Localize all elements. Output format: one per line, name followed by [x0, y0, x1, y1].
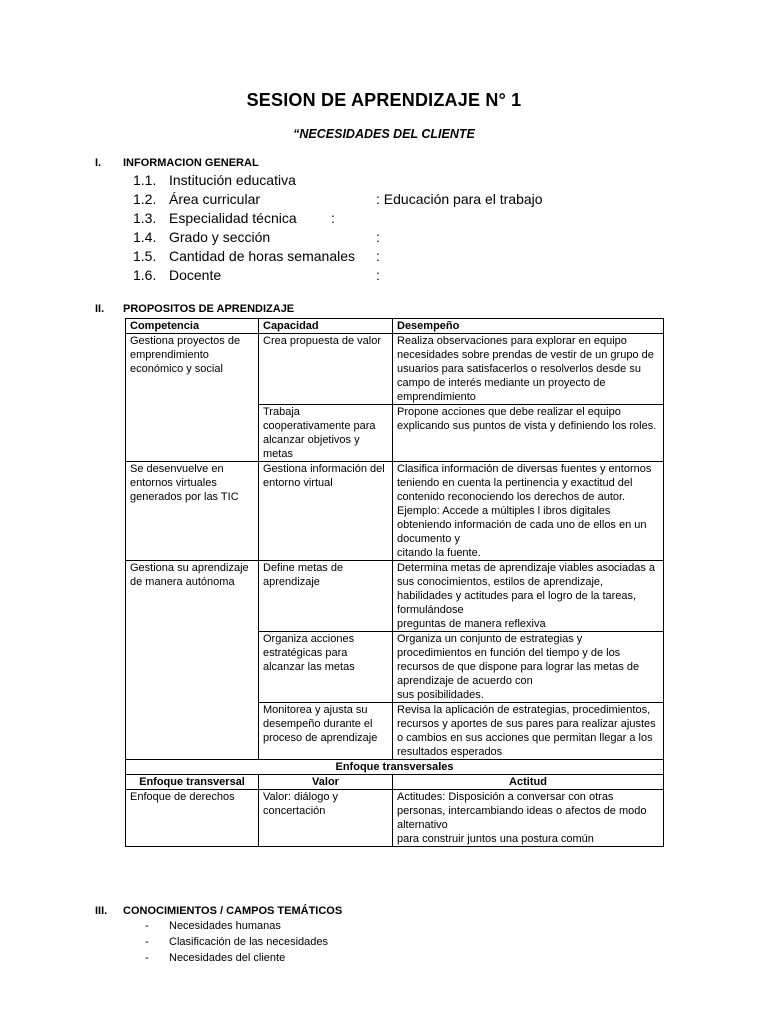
header-capacidad: Capacidad: [259, 319, 393, 334]
info-label: Especialidad técnica: [169, 210, 297, 226]
info-number: 1.6.: [133, 267, 157, 283]
info-label: Institución educativa: [169, 172, 296, 188]
section-1-title: INFORMACION GENERAL: [123, 157, 259, 169]
capacidad-cell: Monitorea y ajusta su desempeño durante el proceso de aprendizaje: [259, 703, 393, 760]
section-1-number: I.: [95, 157, 102, 169]
desempeno-cell: Revisa la aplicación de estrategias, procedimientos, recursos y aportes de sus pares para realizar ajustes o cambios en sus acciones que permitan llegar a los resultados esperados: [393, 703, 664, 760]
table-row: [126, 334, 664, 405]
info-value: :: [331, 210, 335, 226]
info-value: :: [376, 248, 380, 264]
enfoque-cell: Enfoque de derechos: [126, 790, 259, 847]
section-3-number: III.: [95, 905, 108, 917]
header-desempeno: Desempeño: [393, 319, 664, 334]
page-subtitle: “NECESIDADES DEL CLIENTE: [293, 127, 475, 141]
info-number: 1.2.: [133, 191, 157, 207]
capacidad-cell: Trabaja cooperativamente para alcanzar objetivos y metas: [259, 405, 393, 462]
capacidad-cell: Crea propuesta de valor: [259, 334, 393, 405]
section-3-title: CONOCIMIENTOS / CAMPOS TEMÁTICOS: [123, 905, 343, 917]
info-item-especialidad: [133, 210, 693, 229]
desempeno-cell: Organiza un conjunto de estrategias y procedimientos en función del tiempo y de los recursos de que dispone para lograr las metas de aprendizaje de acuerdo con sus posibilidades.: [393, 632, 664, 703]
header-valor: Valor: [259, 775, 393, 790]
list-dash: -: [145, 920, 149, 932]
competencia-cell: Gestiona proyectos de emprendimiento económico y social: [126, 334, 259, 462]
table-header-row: [126, 319, 664, 334]
info-number: 1.1.: [133, 172, 157, 188]
info-label: Cantidad de horas semanales: [169, 248, 356, 264]
general-info-list: [133, 172, 693, 286]
desempeno-cell: Propone acciones que debe realizar el equipo explicando sus puntos de vista y definiendo los roles.: [393, 405, 664, 462]
actitud-cell: Actitudes: Disposición a conversar con otras personas, intercambiando ideas o afectos de modo alternativo para construir juntos una postura común: [393, 790, 664, 847]
header-actitud: Actitud: [393, 775, 664, 790]
list-dash: -: [145, 952, 149, 964]
list-item-text: Necesidades del cliente: [169, 952, 286, 964]
enfoque-title: Enfoque transversales: [126, 760, 664, 775]
info-label: Grado y sección: [169, 229, 271, 245]
info-number: 1.5.: [133, 248, 157, 264]
section-2-title: PROPOSITOS DE APRENDIZAJE: [123, 303, 295, 315]
page-title: SESION DE APRENDIZAJE N° 1: [246, 90, 522, 110]
competencia-cell: Se desenvuelve en entornos virtuales generados por las TIC: [126, 462, 259, 561]
info-item-area: [133, 191, 693, 210]
list-dash: -: [145, 936, 149, 948]
desempeno-cell: Determina metas de aprendizaje viables asociadas a sus conocimientos, estilos de aprendizaje, habilidades y actitudes para el logro de la tareas, formulándose preguntas de manera reflexiva: [393, 561, 664, 632]
competencia-cell: Gestiona su aprendizaje de manera autónoma: [126, 561, 259, 760]
info-item-institucion: [133, 172, 693, 191]
info-item-docente: [133, 267, 693, 286]
info-value: : Educación para el trabajo: [376, 191, 543, 207]
info-label: Docente: [169, 267, 222, 283]
info-label: Área curricular: [169, 191, 261, 207]
enfoque-title-row: [126, 760, 664, 775]
info-value: :: [376, 267, 380, 283]
info-number: 1.3.: [133, 210, 157, 226]
header-enfoque: Enfoque transversal: [126, 775, 259, 790]
header-competencia: Competencia: [126, 319, 259, 334]
info-value: :: [376, 229, 380, 245]
info-item-grado: [133, 229, 693, 248]
capacidad-cell: Organiza acciones estratégicas para alcanzar las metas: [259, 632, 393, 703]
info-number: 1.4.: [133, 229, 157, 245]
capacidad-cell: Gestiona información del entorno virtual: [259, 462, 393, 561]
desempeno-cell: Clasifica información de diversas fuentes y entornos teniendo en cuenta la pertinencia y exactitud del contenido reconociendo los derechos de autor. Ejemplo: Accede a múltiples l ibros digitales obteniendo información de cada uno de ellos en un documento y citando la fuente.: [393, 462, 664, 561]
info-item-horas: [133, 248, 693, 267]
capacidad-cell: Define metas de aprendizaje: [259, 561, 393, 632]
table-row: [126, 462, 664, 561]
section-2-number: II.: [95, 303, 105, 315]
table-row: [126, 790, 664, 847]
list-item-text: Necesidades humanas: [169, 920, 281, 932]
learning-purposes-table: [125, 318, 664, 847]
table-row: [126, 561, 664, 632]
valor-cell: Valor: diálogo y concertación: [259, 790, 393, 847]
enfoque-header-row: [126, 775, 664, 790]
desempeno-cell: Realiza observaciones para explorar en equipo necesidades sobre prendas de vestir de un grupo de usuarios para satisfacerlos o resolverlos desde su campo de interés mediante un proyecto de emprendimiento: [393, 334, 664, 405]
list-item-text: Clasificación de las necesidades: [169, 936, 328, 948]
